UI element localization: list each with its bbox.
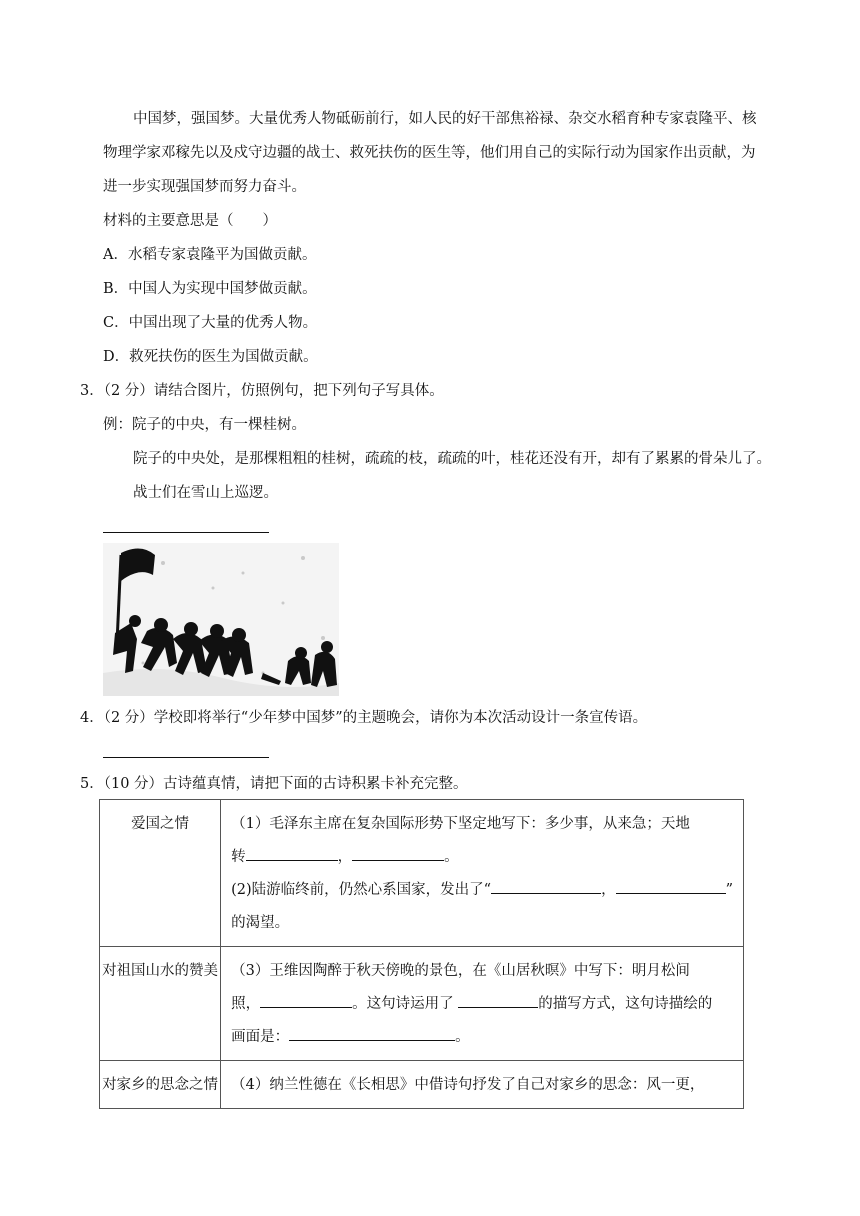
category-patriotism: 爱国之情 (100, 800, 221, 947)
passage-line-3: 进一步实现强国梦而努力奋斗。 (103, 179, 306, 195)
q5-item-3-suffix: 的描写方式，这句诗描绘的 (538, 996, 713, 1012)
blank-2a[interactable] (491, 879, 601, 894)
passage-line-1: 中国梦，强国梦。大量优秀人物砥砺前行，如人民的好干部焦裕禄、杂交水稻育种专家袁隆平、核 (133, 111, 757, 127)
blank-1a[interactable] (246, 846, 338, 861)
card-row-landscape (100, 947, 744, 1061)
q5-item-1-comma: ， (337, 849, 353, 865)
card-row-patriotism (100, 800, 744, 947)
option-a: A．水稻专家袁隆平为国做贡献。 (103, 247, 317, 263)
q5-item-2-text: (2)陆游临终前，仍然心系国家，发出了“ (231, 882, 492, 898)
q5-item-3-scene-end: 。 (455, 1029, 470, 1045)
category-homesick: 对家乡的思念之情 (100, 1061, 221, 1109)
q5-item-2-end: 的渴望。 (231, 915, 290, 931)
q5-item-1-period: 。 (444, 849, 459, 865)
option-d: D．救死扶伤的医生为国做贡献。 (103, 349, 318, 365)
question-4-stem: 4．（2 分）学校即将举行“少年梦中国梦”的主题晚会，请你为本次活动设计一条宣传语。 (80, 710, 648, 726)
option-b: B．中国人为实现中国梦做贡献。 (103, 281, 317, 297)
q5-item-1-text: （1）毛泽东主席在复杂国际形势下坚定地写下：多少事，从来急；天地 (231, 816, 690, 832)
target-sentence: 战士们在雪山上巡逻。 (133, 485, 278, 501)
blank-2b[interactable] (616, 879, 726, 894)
blank-3a[interactable] (260, 993, 352, 1008)
question-5-stem: 5．（10 分）古诗蕴真情，请把下面的古诗积累卡补充完整。 (80, 776, 468, 792)
blank-3b[interactable] (458, 993, 538, 1008)
q5-item-3-scene-label: 画面是： (231, 1029, 290, 1045)
question-2-stem: 材料的主要意思是（ ） (103, 213, 277, 229)
passage-line-2: 物理学家邓稼先以及戍守边疆的战士、救死扶伤的医生等，他们用自己的实际行动为国家作出贡献，为 (103, 145, 756, 161)
q5-item-2-quote: ” (725, 882, 733, 898)
example-sentence: 例：院子的中央，有一棵桂树。 (103, 417, 306, 433)
answer-line-q4[interactable] (103, 757, 269, 758)
q5-item-1-prefix: 转 (231, 849, 246, 865)
blank-3c[interactable] (289, 1026, 455, 1041)
option-c: C．中国出现了大量的优秀人物。 (103, 315, 318, 331)
q5-item-4-text: （4）纳兰性德在《长相思》中借诗句抒发了自己对家乡的思念：风一更， (231, 1077, 705, 1093)
blank-1b[interactable] (352, 846, 444, 861)
q5-item-3-prefix: 照， (231, 996, 261, 1012)
poem-accumulation-card (99, 799, 744, 1109)
category-landscape: 对祖国山水的赞美 (100, 947, 221, 1061)
answer-line-q3[interactable] (103, 532, 269, 533)
example-expanded: 院子的中央处，是那棵粗粗的桂树，疏疏的枝，疏疏的叶，桂花还没有开，却有了累累的骨朵儿了。 (133, 451, 771, 467)
question-3-stem: 3．（2 分）请结合图片，仿照例句，把下列句子写具体。 (80, 383, 444, 399)
card-row-homesick (100, 1061, 744, 1109)
q5-item-3-text: （3）王维因陶醉于秋天傍晚的景色，在《山居秋暝》中写下：明月松间 (231, 963, 690, 979)
q5-item-3-middle: 。这句诗运用了 (352, 996, 459, 1012)
q5-item-2-comma: ， (601, 882, 616, 898)
soldiers-on-snow-mountain-image (103, 543, 339, 696)
